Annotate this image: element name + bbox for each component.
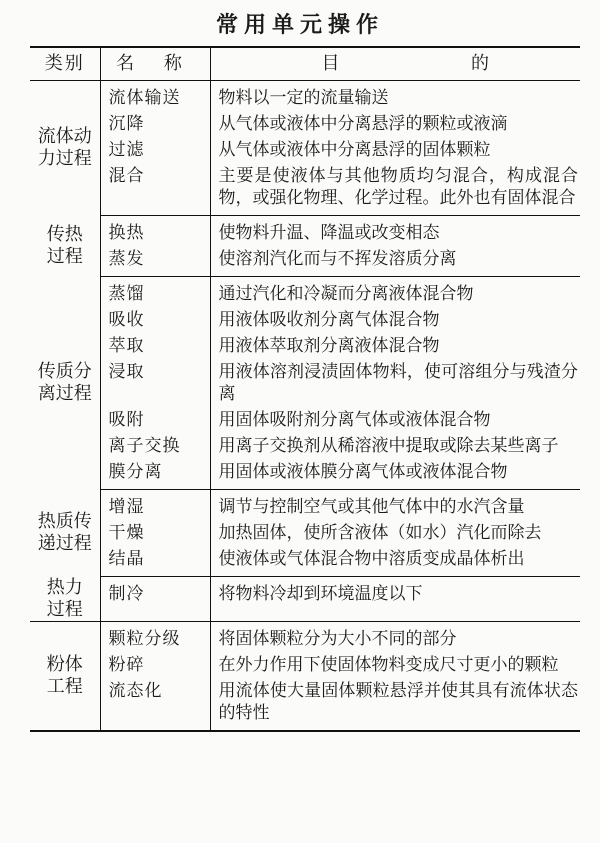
operation-purpose: 通过汽化和冷凝而分离液体混合物 — [218, 284, 474, 304]
table-row — [30, 405, 580, 431]
table-row — [30, 161, 580, 216]
operation-name: 干燥 — [100, 518, 210, 544]
header-name: 名 称 — [100, 47, 210, 81]
table-title: 常用单元操作 — [215, 12, 384, 38]
operation-name: 蒸馏 — [100, 277, 210, 306]
header-row — [30, 47, 580, 81]
operation-name: 吸收 — [100, 305, 210, 331]
table-row — [30, 431, 580, 457]
table-row — [30, 277, 580, 306]
operation-name: 制冷 — [100, 577, 210, 622]
operation-purpose: 从气体或液体中分离悬浮的颗粒或液滴 — [218, 114, 508, 134]
table-row — [30, 81, 580, 110]
table-row — [30, 216, 580, 245]
table-row — [30, 457, 580, 490]
category-cell: 热力过程 — [30, 577, 100, 622]
operation-purpose: 用固体吸附剂分离气体或液体混合物 — [218, 410, 491, 430]
table-row — [30, 518, 580, 544]
category-cell: 粉体工程 — [30, 621, 100, 731]
operation-purpose: 使液体或气体混合物中溶质变成晶体析出 — [210, 544, 580, 577]
operation-name: 粉碎 — [100, 650, 210, 676]
operation-name: 蒸发 — [100, 244, 210, 277]
operation-name: 颗粒分级 — [100, 621, 210, 650]
operation-purpose: 使溶剂汽化而与不挥发溶质分离 — [210, 244, 580, 277]
operation-name: 混合 — [100, 161, 210, 216]
operation-name: 离子交换 — [100, 431, 210, 457]
operation-name: 吸附 — [100, 405, 210, 431]
header-purpose-right: 的 — [471, 53, 489, 74]
category-cell: 流体动力过程 — [30, 81, 100, 216]
operation-name: 流态化 — [100, 676, 210, 731]
operation-purpose: 将固体颗粒分为大小不同的部分 — [218, 628, 457, 649]
unit-operations-table — [30, 46, 580, 732]
table-row — [30, 676, 580, 731]
category-cell: 传热过程 — [30, 216, 100, 277]
table-row — [30, 577, 580, 622]
operation-name: 浸取 — [100, 357, 210, 405]
operation-purpose: 将物料冷却到环境温度以下 — [210, 577, 580, 622]
header-purpose — [210, 47, 580, 81]
table-row — [30, 621, 580, 650]
operation-name: 结晶 — [100, 544, 210, 577]
operation-purpose: 用液体溶剂浸渍固体物料，使可溶组分与残渣分离 — [218, 362, 578, 404]
table-row — [30, 650, 580, 676]
operation-purpose: 从气体或液体中分离悬浮的固体颗粒 — [218, 140, 491, 160]
category-cell: 热质传递过程 — [30, 490, 100, 577]
table-row — [30, 135, 580, 161]
operation-purpose: 用离子交换剂从稀溶液中提取或除去某些离子 — [218, 436, 559, 456]
operation-name: 萃取 — [100, 331, 210, 357]
operation-purpose: 在外力作用下使固体物料变成尺寸更小的颗粒 — [218, 654, 559, 675]
operation-purpose: 加热固体，使所含液体（如水）汽化而除去 — [218, 523, 542, 543]
operation-purpose: 主要是使液体与其他物质均匀混合，构成混合物，或强化物理、化学过程。此外也有固体混合 — [210, 161, 580, 216]
table-row — [30, 544, 580, 577]
table-row — [30, 357, 580, 405]
category-cell: 传质分离过程 — [30, 277, 100, 490]
table-row — [30, 490, 580, 519]
table-row — [30, 331, 580, 357]
operation-name: 流体输送 — [100, 81, 210, 110]
operation-purpose: 用液体吸收剂分离气体混合物 — [218, 310, 440, 330]
operation-purpose: 物料以一定的流量输送 — [218, 88, 389, 108]
operation-name: 沉降 — [100, 109, 210, 135]
operation-name: 膜分离 — [100, 457, 210, 490]
operation-name: 增湿 — [100, 490, 210, 519]
operation-name: 换热 — [100, 216, 210, 245]
table-row — [30, 305, 580, 331]
header-category: 类别 — [30, 47, 100, 81]
table-row — [30, 109, 580, 135]
operation-purpose: 调节与控制空气或其他气体中的水汽含量 — [218, 497, 525, 517]
operation-purpose: 用液体萃取剂分离液体混合物 — [218, 336, 440, 356]
operation-name: 过滤 — [100, 135, 210, 161]
operation-purpose: 使物料升温、降温或改变相态 — [218, 223, 440, 243]
table-row — [30, 244, 580, 277]
header-purpose-left: 目 — [321, 53, 340, 74]
operation-purpose: 用固体或液体膜分离气体或液体混合物 — [210, 457, 580, 490]
operation-purpose: 用流体使大量固体颗粒悬浮并使其具有流体状态的特性 — [210, 676, 580, 731]
